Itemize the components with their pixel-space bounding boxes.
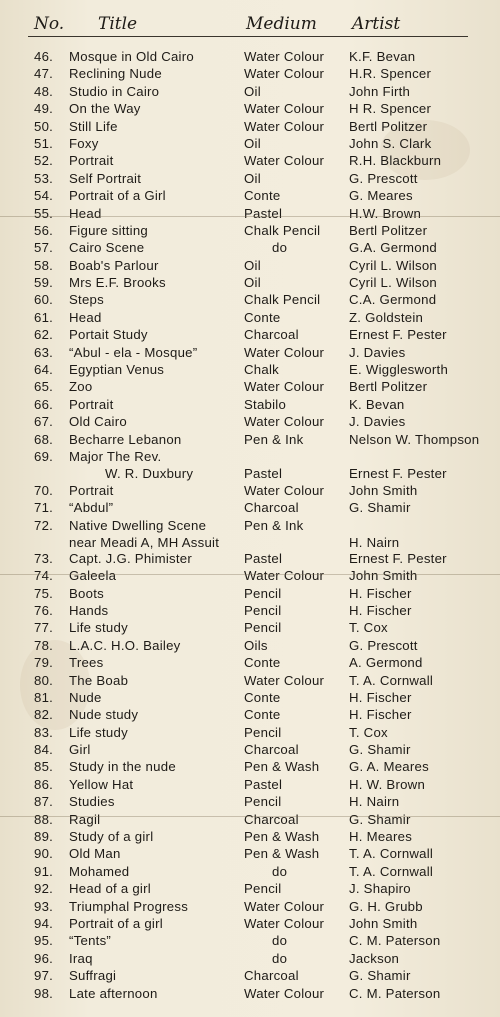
row-title: Yellow Hat (69, 776, 134, 792)
row-title: “Abdul” (69, 500, 114, 516)
catalogue-row (0, 431, 500, 448)
row-medium: Oils (244, 637, 268, 653)
catalogue-row (0, 985, 500, 1002)
catalogue-row (0, 118, 500, 135)
row-artist: T. A. Cornwall (349, 846, 434, 862)
column-header (0, 10, 500, 38)
catalogue-row (0, 239, 500, 256)
row-medium: Conte (244, 188, 281, 204)
row-title: Mohamed (69, 863, 130, 879)
row-medium: Pastel (244, 465, 283, 481)
row-number: 80. (34, 672, 54, 688)
row-title: Studies (69, 794, 115, 810)
catalogue-row (0, 135, 500, 152)
row-medium: Chalk (244, 362, 279, 378)
row-artist: John Smith (349, 568, 418, 584)
row-title: Portrait of a Girl (69, 188, 166, 204)
row-medium: Conte (244, 655, 281, 671)
header-rule (28, 36, 468, 37)
row-title: Triumphal Progress (69, 898, 189, 914)
row-title: Head (69, 205, 102, 221)
catalogue-row (0, 83, 500, 100)
catalogue-row (0, 100, 500, 117)
catalogue-row (0, 378, 500, 395)
row-title: On the Way (69, 101, 141, 117)
row-artist: G. Shamir (349, 811, 411, 827)
row-medium: Conte (244, 689, 281, 705)
row-artist: T. Cox (349, 724, 388, 740)
row-medium: Pen & Wash (244, 759, 320, 775)
row-artist: G. Prescott (349, 170, 418, 186)
row-artist: Jackson (349, 950, 400, 966)
row-title: Trees (69, 655, 104, 671)
row-title: Old Man (69, 846, 121, 862)
row-medium: Water Colour (244, 379, 325, 395)
row-artist: T. A. Cornwall (349, 672, 434, 688)
row-artist: J. Davies (349, 344, 406, 360)
row-title: Studio in Cairo (69, 83, 160, 99)
row-title: “Tents” (69, 933, 112, 949)
row-number: 92. (34, 881, 54, 897)
row-artist: Cyril L. Wilson (349, 257, 438, 273)
row-title: Portrait of a girl (69, 915, 163, 931)
catalogue-row (0, 811, 500, 828)
row-medium: Pen & Ink (244, 431, 304, 447)
row-artist: C. M. Paterson (349, 933, 441, 949)
catalogue-row (0, 396, 500, 413)
row-medium: Pen & Wash (244, 846, 320, 862)
row-medium: Pencil (244, 724, 282, 740)
row-medium: do (272, 240, 288, 256)
row-number: 66. (34, 396, 54, 412)
row-artist: Ernest F. Pester (349, 327, 447, 343)
row-medium: Chalk Pencil (244, 292, 321, 308)
row-title: Hands (69, 602, 109, 618)
row-medium: Pencil (244, 881, 282, 897)
row-medium: Water Colour (244, 482, 325, 498)
row-medium: Pencil (244, 794, 282, 810)
row-artist: John Smith (349, 482, 418, 498)
row-medium: do (272, 950, 288, 966)
row-title: Late afternoon (69, 985, 158, 1001)
catalogue-row (0, 793, 500, 810)
row-number: 59. (34, 275, 54, 291)
row-artist: Z. Goldstein (349, 309, 424, 325)
row-number: 48. (34, 83, 54, 99)
row-title: Becharre Lebanon (69, 431, 182, 447)
row-artist: H.W. Brown (349, 205, 422, 221)
paper-fold (0, 816, 500, 817)
row-medium: Oil (244, 83, 261, 99)
row-number: 62. (34, 327, 54, 343)
header-title: Title (98, 14, 138, 34)
row-title: Life study (69, 620, 128, 636)
row-number: 68. (34, 431, 54, 447)
row-number: 74. (34, 568, 54, 584)
row-number: 95. (34, 933, 54, 949)
row-title: Portrait (69, 396, 114, 412)
catalogue-row (0, 741, 500, 758)
catalogue-row (0, 222, 500, 239)
catalogue-row (0, 724, 500, 741)
row-title-line1: Native Dwelling Scene (69, 517, 207, 533)
row-title-line2: W. R. Duxbury (105, 465, 194, 481)
row-title: Nude study (69, 707, 139, 723)
catalogue-row (0, 170, 500, 187)
row-number: 50. (34, 118, 54, 134)
row-title: The Boab (69, 672, 129, 688)
row-medium: Oil (244, 170, 261, 186)
row-title: Boots (69, 585, 104, 601)
row-artist: Cyril L. Wilson (349, 275, 438, 291)
row-number: 85. (34, 759, 54, 775)
row-medium: Charcoal (244, 811, 299, 827)
row-artist: H.R. Spencer (349, 66, 432, 82)
row-artist: E. Wigglesworth (349, 362, 449, 378)
row-title (69, 448, 193, 482)
row-artist: G. Shamir (349, 500, 411, 516)
row-title-line1: Major The Rev. (69, 448, 162, 464)
paper-fold (0, 574, 500, 575)
row-medium: Charcoal (244, 327, 299, 343)
row-title: Mosque in Old Cairo (69, 49, 194, 64)
row-artist: C.A. Germond (349, 292, 437, 308)
row-medium: Conte (244, 707, 281, 723)
row-artist: K.F. Bevan (349, 49, 416, 64)
row-artist: G. Shamir (349, 742, 411, 758)
catalogue-row (0, 706, 500, 723)
row-number: 71. (34, 500, 54, 516)
catalogue-row (0, 845, 500, 862)
row-artist: H. Fischer (349, 585, 412, 601)
row-number: 70. (34, 482, 54, 498)
row-medium: Water Colour (244, 118, 325, 134)
catalogue-row (0, 257, 500, 274)
row-title: Galeela (69, 568, 117, 584)
row-artist: Bertl Politzer (349, 118, 428, 134)
row-number: 87. (34, 794, 54, 810)
row-artist: H. Nairn (349, 534, 400, 550)
row-artist: J. Davies (349, 414, 406, 430)
row-number: 54. (34, 188, 54, 204)
row-number: 98. (34, 985, 54, 1001)
row-title: Nude (69, 689, 102, 705)
row-medium: Water Colour (244, 568, 325, 584)
row-title: Girl (69, 742, 91, 758)
row-number: 84. (34, 742, 54, 758)
row-title: Portrait (69, 482, 114, 498)
row-medium: Conte (244, 309, 281, 325)
row-number: 57. (34, 240, 54, 256)
row-title: Iraq (69, 950, 93, 966)
row-number: 64. (34, 362, 54, 378)
catalogue-row (0, 413, 500, 430)
catalogue-row (0, 152, 500, 169)
row-artist: Bertl Politzer (349, 379, 428, 395)
row-number: 97. (34, 968, 54, 984)
row-number: 63. (34, 344, 54, 360)
catalogue-row (0, 602, 500, 619)
row-number: 86. (34, 776, 54, 792)
catalogue-row (0, 65, 500, 82)
row-medium: Pastel (244, 550, 283, 566)
row-medium: Oil (244, 275, 261, 291)
row-number: 81. (34, 689, 54, 705)
row-number: 72. (34, 517, 54, 533)
catalogue-row (0, 187, 500, 204)
catalogue-row (0, 205, 500, 222)
row-medium: Pencil (244, 585, 282, 601)
row-title: Life study (69, 724, 128, 740)
row-artist: K. Bevan (349, 396, 405, 412)
row-title: Suffragi (69, 968, 117, 984)
row-medium: do (272, 933, 288, 949)
row-title: “Abul - ela - Mosque” (69, 344, 198, 360)
row-title: Mrs E.F. Brooks (69, 275, 166, 291)
row-artist: John Firth (349, 83, 411, 99)
row-medium: Oil (244, 135, 261, 151)
catalogue-row (0, 863, 500, 880)
row-artist: H. Fischer (349, 689, 412, 705)
row-medium: Stabilo (244, 396, 287, 412)
row-title-line2: near Meadi A, MH Assuit (69, 534, 220, 550)
row-title: Egyptian Venus (69, 362, 165, 378)
catalogue-row (0, 309, 500, 326)
row-medium: Water Colour (244, 66, 325, 82)
row-number: 77. (34, 620, 54, 636)
catalogue-row (0, 344, 500, 361)
catalogue-row (0, 776, 500, 793)
row-medium: Oil (244, 257, 261, 273)
row-number: 52. (34, 153, 54, 169)
row-artist: H. Nairn (349, 794, 400, 810)
row-number: 69. (34, 448, 54, 464)
row-number: 83. (34, 724, 54, 740)
row-medium: Water Colour (244, 414, 325, 430)
row-medium: Pastel (244, 776, 283, 792)
catalogue-row (0, 448, 500, 482)
catalogue-row (0, 689, 500, 706)
row-number: 60. (34, 292, 54, 308)
row-artist: H. Fischer (349, 707, 412, 723)
row-artist: John Smith (349, 915, 418, 931)
row-title (69, 517, 219, 551)
row-artist: G.A. Germond (349, 240, 438, 256)
header-artist: Artist (352, 14, 401, 34)
row-title: Capt. J.G. Phimister (69, 550, 192, 566)
row-number: 88. (34, 811, 54, 827)
row-title: Head (69, 309, 102, 325)
catalogue-row (0, 950, 500, 967)
row-medium: Pencil (244, 602, 282, 618)
row-medium: Charcoal (244, 968, 299, 984)
row-medium: Water Colour (244, 672, 325, 688)
row-artist: Ernest F. Pester (349, 465, 447, 481)
header-medium: Medium (246, 14, 317, 34)
catalogue-row (0, 499, 500, 516)
row-medium: Water Colour (244, 915, 325, 931)
row-medium: Water Colour (244, 898, 325, 914)
row-artist: G. H. Grubb (349, 898, 423, 914)
catalogue-row (0, 550, 500, 567)
row-medium: Water Colour (244, 153, 325, 169)
row-artist: Nelson W. Thompson (349, 431, 480, 447)
row-medium: Water Colour (244, 101, 325, 117)
catalogue-row (0, 880, 500, 897)
row-medium: Pencil (244, 620, 282, 636)
row-artist: R.H. Blackburn (349, 153, 442, 169)
row-artist: A. Germond (349, 655, 423, 671)
row-title: Old Cairo (69, 414, 127, 430)
catalogue-row (0, 828, 500, 845)
catalogue-row (0, 326, 500, 343)
catalogue-row (0, 517, 500, 550)
catalogue-row (0, 932, 500, 949)
row-title: Study of a girl (69, 829, 154, 845)
row-title: Foxy (69, 135, 99, 151)
row-number: 76. (34, 602, 54, 618)
row-title: Reclining Nude (69, 66, 162, 82)
row-title: Ragil (69, 811, 101, 827)
row-number: 73. (34, 550, 54, 566)
row-artist: G. Meares (349, 188, 413, 204)
row-number: 53. (34, 170, 54, 186)
row-number: 79. (34, 655, 54, 671)
row-title: Zoo (69, 379, 93, 395)
row-artist: T. A. Cornwall (349, 863, 434, 879)
catalogue-row (0, 567, 500, 584)
row-artist: G. Shamir (349, 968, 411, 984)
catalogue-row (0, 915, 500, 932)
row-number: 47. (34, 66, 54, 82)
row-title: Head of a girl (69, 881, 151, 897)
row-number: 96. (34, 950, 54, 966)
row-number: 91. (34, 863, 54, 879)
row-artist: H. W. Brown (349, 776, 426, 792)
row-number: 46. (34, 49, 54, 64)
row-title: Steps (69, 292, 104, 308)
row-artist: John S. Clark (349, 135, 432, 151)
row-artist: J. Shapiro (349, 881, 411, 897)
paper-fold (0, 216, 500, 217)
row-artist: H R. Spencer (349, 101, 432, 117)
row-number: 67. (34, 414, 54, 430)
row-number: 93. (34, 898, 54, 914)
row-artist: Ernest F. Pester (349, 550, 447, 566)
row-number: 65. (34, 379, 54, 395)
row-number: 75. (34, 585, 54, 601)
row-number: 82. (34, 707, 54, 723)
row-medium: Pastel (244, 205, 283, 221)
catalogue-row (0, 619, 500, 636)
header-no: No. (34, 14, 65, 34)
row-title: Self Portrait (69, 170, 142, 186)
catalogue-row (0, 274, 500, 291)
row-number: 51. (34, 135, 54, 151)
row-title: Still Life (69, 118, 118, 134)
row-number: 90. (34, 846, 54, 862)
row-title: Boab's Parlour (69, 257, 159, 273)
row-number: 56. (34, 222, 54, 238)
row-medium: Water Colour (244, 985, 325, 1001)
row-number: 61. (34, 309, 54, 325)
row-medium: Pen & Wash (244, 829, 320, 845)
row-number: 49. (34, 101, 54, 117)
row-medium: Chalk Pencil (244, 222, 321, 238)
row-medium: Pen & Ink (244, 517, 304, 533)
row-number: 89. (34, 829, 54, 845)
row-medium: Water Colour (244, 344, 325, 360)
catalogue-row (0, 637, 500, 654)
catalogue-row (0, 291, 500, 308)
catalogue-list (0, 48, 500, 1002)
row-medium: Charcoal (244, 500, 299, 516)
row-number: 78. (34, 637, 54, 653)
row-number: 94. (34, 915, 54, 931)
row-number: 55. (34, 205, 54, 221)
catalogue-row (0, 482, 500, 499)
row-artist: Bertl Politzer (349, 222, 428, 238)
row-title: L.A.C. H.O. Bailey (69, 637, 181, 653)
row-title: Cairo Scene (69, 240, 145, 256)
catalogue-row (0, 654, 500, 671)
row-artist: C. M. Paterson (349, 985, 441, 1001)
row-artist: G. A. Meares (349, 759, 429, 775)
row-artist: T. Cox (349, 620, 388, 636)
row-artist: H. Meares (349, 829, 413, 845)
row-medium: Water Colour (244, 49, 325, 64)
row-title: Portrait (69, 153, 114, 169)
catalogue-row (0, 672, 500, 689)
row-title: Portait Study (69, 327, 148, 343)
row-title: Study in the nude (69, 759, 176, 775)
catalogue-row (0, 758, 500, 775)
catalogue-row (0, 361, 500, 378)
row-medium: do (272, 863, 288, 879)
catalogue-row (0, 48, 500, 65)
row-medium: Charcoal (244, 742, 299, 758)
catalogue-row (0, 898, 500, 915)
row-artist: G. Prescott (349, 637, 418, 653)
catalogue-row (0, 585, 500, 602)
row-title: Figure sitting (69, 222, 148, 238)
row-artist: H. Fischer (349, 602, 412, 618)
row-number: 58. (34, 257, 54, 273)
catalogue-row (0, 967, 500, 984)
